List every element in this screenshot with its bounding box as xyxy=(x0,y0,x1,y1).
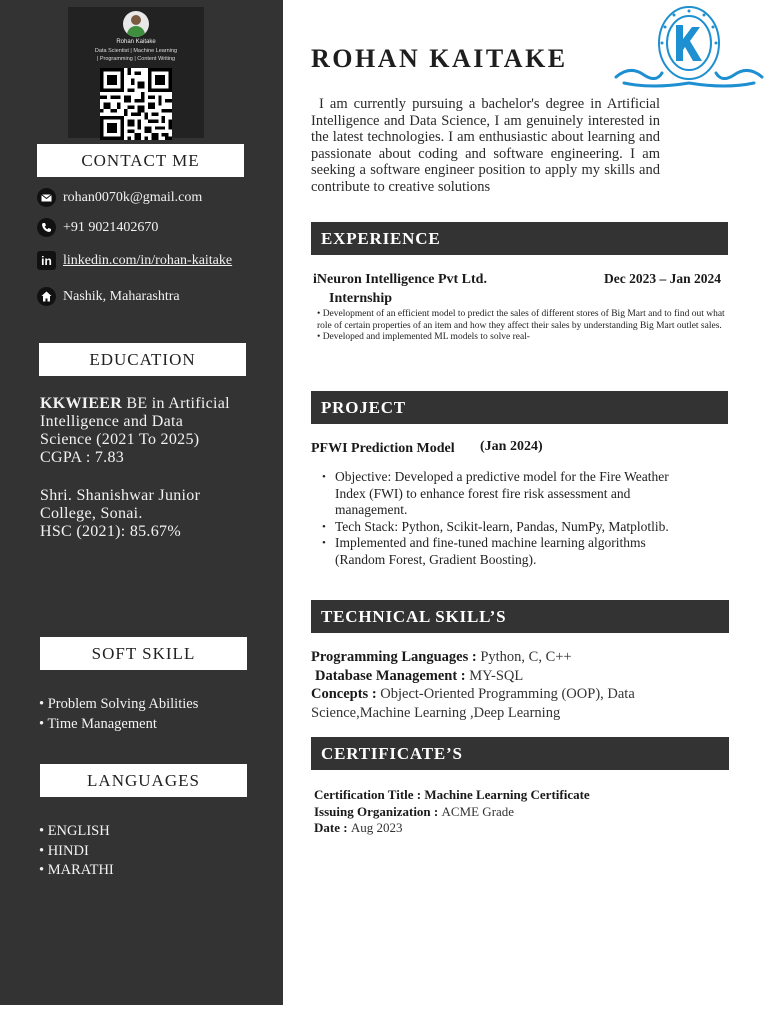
linkedin-icon: in xyxy=(37,251,56,270)
list-item: • Development of an efficient model to predict the sales of different stores of Big Mart and to find out what role of certain properties of an item and how they affect their sales by understanding Big Mart outlet sales. xyxy=(317,309,725,331)
skill-programming: Programming Languages : Python, C, C++ xyxy=(311,649,572,665)
phone-icon xyxy=(37,218,56,237)
experience-points xyxy=(317,309,727,344)
linkedin-link[interactable]: linkedin.com/in/rohan-kaitake xyxy=(63,252,233,268)
list-item: • Objective: Developed a predictive model for the Fire Weather Index (FWI) to enhance forest fire risk assessment and management. xyxy=(335,469,695,519)
experience-role: Internship xyxy=(329,291,393,306)
list-item: • HINDI xyxy=(39,842,89,859)
institute-logo-icon xyxy=(612,3,766,88)
page-title: ROHAN KAITAKE xyxy=(311,44,568,73)
skill-concepts: Concepts : Object-Oriented Programming (OOP), Data Science,Machine Learning ,Deep Learning xyxy=(311,686,635,721)
certificate-title: Certification Title : Machine Learning Certificate xyxy=(314,787,590,802)
qr-card-tagline: Data Scientist | Machine Learning | Programming | Content Writing xyxy=(94,48,178,62)
list-item: • MARATHI xyxy=(39,862,114,878)
college-name: KKWIEER xyxy=(40,395,123,412)
list-item: • Developed and implemented ML models to solve real- xyxy=(317,332,530,342)
education-school: Shri. Shanishwar Junior College, Sonai. HSC (2021): 85.67% xyxy=(40,487,270,541)
certificates-heading: CERTIFICATE’S xyxy=(311,737,729,770)
contact-email[interactable] xyxy=(37,188,202,207)
experience-company: iNeuron Intelligence Pvt Ltd. xyxy=(313,272,487,287)
experience-dates: Dec 2023 – Jan 2024 xyxy=(604,271,721,286)
email-text[interactable]: rohan0070k@gmail.com xyxy=(63,189,203,205)
project-heading: PROJECT xyxy=(311,391,728,424)
envelope-icon xyxy=(37,188,56,207)
list-item: • ENGLISH xyxy=(39,823,110,839)
skills-heading: TECHNICAL SKILL’S xyxy=(311,600,729,633)
certificate-org: Issuing Organization : ACME Grade xyxy=(314,803,515,819)
education-degree: KKWIEER BE in Artificial Intelligence and Data Science (2021 To 2025) CGPA : 7.83 xyxy=(40,395,270,467)
project-points xyxy=(335,469,695,568)
profile-summary: I am currently pursuing a bachelor's degree in Artificial Intelligence and Data Science, I am genuinely interested in the latest technologies. I am enthusiastic about learning and passionate about coding and software engineering. I am seeking a software engineer position to apply my skills and contribute to creative solutions xyxy=(311,96,660,195)
languages-list xyxy=(39,822,114,881)
qr-business-card xyxy=(68,7,204,138)
list-item: • Implemented and fine-tuned machine learning algorithms (Random Forest, Gradient Boosting). xyxy=(335,535,695,568)
project-date: (Jan 2024) xyxy=(480,439,543,454)
languages-heading: LANGUAGES xyxy=(40,764,247,797)
qr-card-name: Rohan Kaitake xyxy=(116,39,156,45)
list-item: • Tech Stack: Python, Scikit-learn, Pandas, NumPy, Matplotlib. xyxy=(335,519,695,536)
sidebar xyxy=(0,0,283,1005)
skills-list xyxy=(311,648,721,722)
qr-code-icon[interactable] xyxy=(100,68,172,140)
education-heading: EDUCATION xyxy=(39,343,246,376)
cgpa: CGPA : 7.83 xyxy=(40,449,125,466)
soft-skill-list xyxy=(39,694,198,734)
contact-phone[interactable] xyxy=(37,218,158,237)
certificate-date: Date : Aug 2023 xyxy=(314,820,403,835)
skill-database: Database Management : MY-SQL xyxy=(315,667,524,684)
experience-heading: EXPERIENCE xyxy=(311,222,728,255)
location-text: Nashik, Maharashtra xyxy=(63,288,180,304)
contact-linkedin[interactable] xyxy=(37,251,232,270)
phone-text[interactable]: +91 9021402670 xyxy=(63,219,159,235)
contact-heading: CONTACT ME xyxy=(37,144,244,177)
list-item: • Problem Solving Abilities xyxy=(39,696,199,712)
project-title: PFWI Prediction Model xyxy=(311,441,455,456)
profile-avatar xyxy=(123,11,149,37)
hsc-score: HSC (2021): 85.67% xyxy=(40,523,181,540)
list-item: • Time Management xyxy=(39,716,157,732)
home-icon xyxy=(37,287,56,306)
soft-skill-heading: SOFT SKILL xyxy=(40,637,247,670)
certificate-details xyxy=(314,787,724,837)
contact-location xyxy=(37,287,180,306)
